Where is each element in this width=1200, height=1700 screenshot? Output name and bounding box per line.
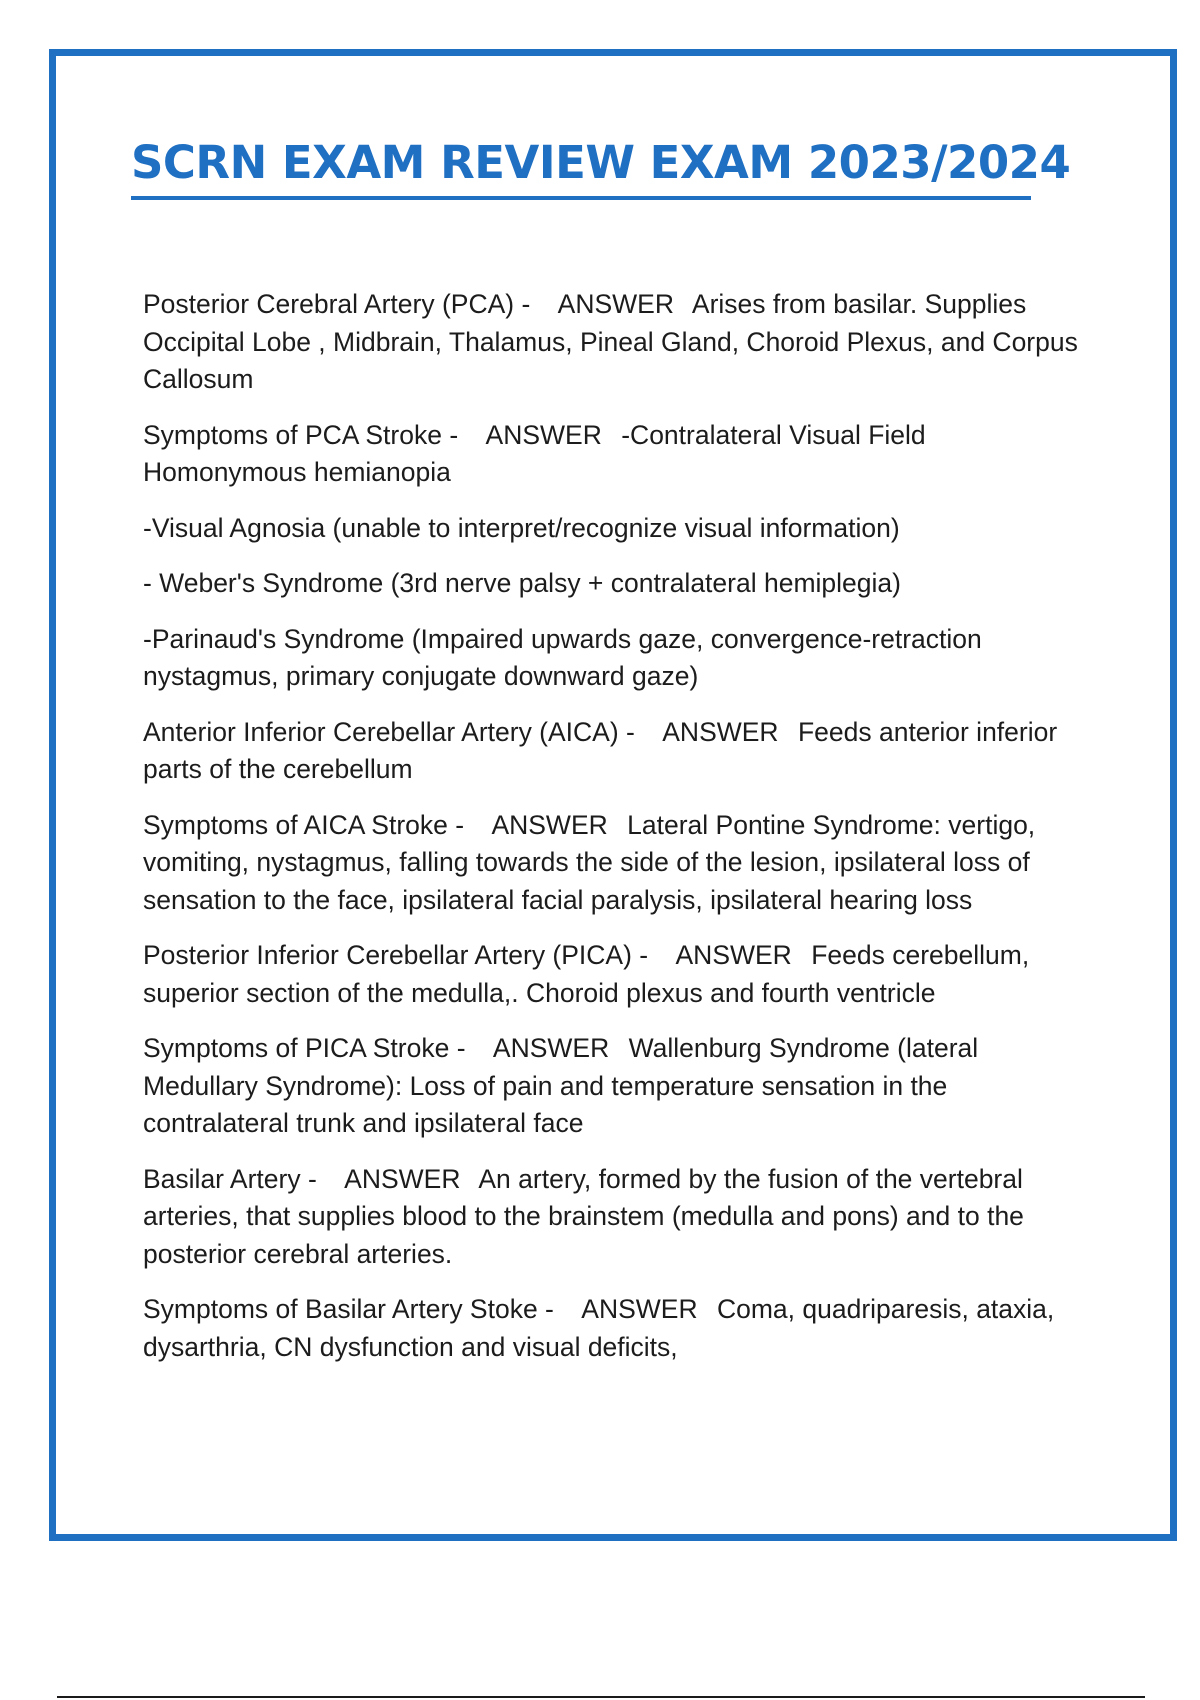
qa-entry-pca-stroke — [143, 417, 1093, 492]
qa-answer: Arises from basilar. Supplies Occipital Lobe , Midbrain, Thalamus, Pineal Gland, Choroid Plexus, and Corpus Callosum — [143, 289, 1078, 394]
answer-tag: ANSWER — [491, 809, 608, 840]
qa-entry-pica — [143, 937, 1093, 1012]
qa-answer: Feeds cerebellum, superior section of the medulla,. Choroid plexus and fourth ventricle — [143, 940, 1030, 1008]
qa-entry-pica-stroke — [143, 1030, 1093, 1143]
qa-term: Symptoms of PCA Stroke - — [143, 419, 459, 450]
qa-term: Posterior Inferior Cerebellar Artery (PICA) - — [143, 940, 649, 970]
qa-entry-basilar — [143, 1161, 1093, 1274]
answer-tag: ANSWER — [675, 940, 792, 970]
answer-tag: ANSWER — [662, 716, 779, 747]
page-footer-rule — [57, 1696, 1145, 1698]
qa-answer: Feeds anterior inferior parts of the cerebellum — [143, 716, 1058, 784]
qa-answer: An artery, formed by the fusion of the vertebral arteries, that supplies blood to the brainstem (medulla and pons) and to the posterior cerebral arteries. — [143, 1163, 1024, 1269]
qa-answer: -Contralateral Visual Field Homonymous hemianopia — [143, 419, 926, 487]
qa-term: Symptoms of Basilar Artery Stoke - — [143, 1294, 554, 1324]
symptom-visual-agnosia: -Visual Agnosia (unable to interpret/recognize visual information) — [143, 512, 900, 543]
answer-tag: ANSWER — [485, 419, 602, 450]
qa-answer: Lateral Pontine Syndrome: vertigo, vomiting, nystagmus, falling towards the side of the lesion, ipsilateral loss of sensation to the face, ipsilateral facial paralysis, ipsilateral hearing loss — [143, 809, 1036, 915]
answer-tag: ANSWER — [557, 289, 674, 319]
symptom-webers-syndrome: - Weber's Syndrome (3rd nerve palsy + contralateral hemiplegia) — [143, 568, 901, 598]
qa-term: Basilar Artery - — [143, 1163, 317, 1194]
answer-tag: ANSWER — [344, 1163, 461, 1194]
qa-answer: Coma, quadriparesis, ataxia, dysarthria, CN dysfunction and visual deficits, — [143, 1294, 1055, 1362]
qa-term: Posterior Cerebral Artery (PCA) - — [143, 289, 531, 319]
document-title: SCRN EXAM REVIEW EXAM 2023/2024 — [131, 136, 1071, 189]
qa-answer: Wallenburg Syndrome (lateral Medullary Syndrome): Loss of pain and temperature sensation in the contralateral trunk and ipsilateral face — [143, 1033, 979, 1138]
answer-tag: ANSWER — [492, 1033, 610, 1063]
answer-tag: ANSWER — [581, 1294, 698, 1324]
qa-list — [143, 286, 1093, 1384]
qa-entry-pca — [143, 286, 1093, 399]
qa-term: Symptoms of AICA Stroke - — [143, 809, 465, 840]
symptom-parinauds-syndrome: -Parinaud's Syndrome (Impaired upwards gaze, convergence-retraction nystagmus, primary conjugate downward gaze) — [143, 623, 982, 691]
qa-entry-aica — [143, 714, 1093, 789]
title-underline — [131, 196, 1031, 200]
qa-term: Anterior Inferior Cerebellar Artery (AICA) - — [143, 716, 635, 747]
qa-entry-aica-stroke — [143, 807, 1093, 920]
qa-entry-basilar-stroke — [143, 1291, 1093, 1366]
qa-term: Symptoms of PICA Stroke - — [143, 1033, 466, 1063]
